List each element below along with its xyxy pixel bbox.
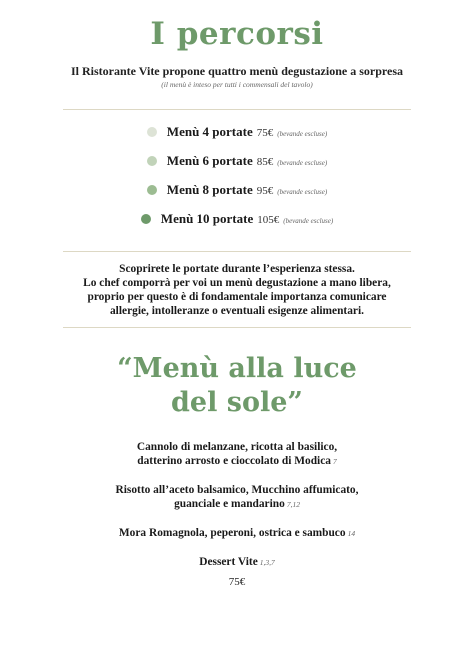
intro-text: Il Ristorante Vite propone quattro menù degustazione a sorpresa [70, 64, 403, 78]
course-item [0, 555, 474, 570]
description-line: Lo chef comporrà per voi un menù degustazione a mano libera, [83, 277, 391, 289]
divider-top [63, 109, 411, 110]
course-line: datterino arrosto e cioccolato di Modica [137, 455, 331, 467]
allergen-codes: 1,3,7 [259, 558, 275, 567]
tasting-price: 75€ [228, 576, 246, 588]
course-line: Risotto all’aceto balsamico, Mucchino affumicato, [115, 484, 359, 496]
menu-price: 95€ [256, 185, 274, 197]
menu-dot-icon [141, 214, 151, 224]
tasting-title-line: del sole” [171, 387, 303, 418]
menu-note: (bevande escluse) [283, 217, 334, 225]
menu-name: Menù 4 portate [166, 124, 253, 139]
course-line: Cannolo di melanzane, ricotta al basilico, [136, 441, 338, 453]
menu-note: (bevande escluse) [277, 188, 328, 196]
description-line: allergie, intolleranze o eventuali esigenze alimentari. [109, 305, 364, 317]
menu-price: 105€ [257, 214, 280, 226]
menu-note: (bevande escluse) [277, 130, 328, 138]
course-item [0, 483, 474, 512]
description-line: Scoprirete le portate durante l’esperienza stessa. [119, 263, 355, 275]
menu-price: 85€ [256, 156, 274, 168]
intro-note: (il menù è inteso per tutti i commensali del tavolo) [161, 80, 313, 89]
menu-dot-icon [147, 185, 157, 195]
menu-list [0, 124, 474, 240]
menu-dot-icon [147, 156, 157, 166]
divider-bottom [63, 327, 411, 328]
course-item [0, 526, 474, 541]
course-item [0, 440, 474, 469]
page-title: I percorsi [150, 16, 324, 52]
allergen-codes: 7 [332, 457, 337, 466]
course-line: guanciale e mandarino [174, 498, 285, 510]
tasting-title [0, 352, 474, 420]
menu-name: Menù 10 portate [160, 211, 254, 226]
menu-price: 75€ [256, 127, 274, 139]
menu-name: Menù 8 portate [166, 182, 253, 197]
allergen-codes: 7,12 [286, 500, 300, 509]
tasting-title-line: “Menù alla luce [117, 353, 357, 384]
divider-middle [63, 251, 411, 252]
allergen-codes: 14 [347, 529, 356, 538]
intro [0, 64, 474, 89]
menu-item [0, 153, 474, 182]
description-line: proprio per questo è di fondamentale importanza comunicare [87, 291, 387, 303]
menu-item [0, 182, 474, 211]
menu-dot-icon [147, 127, 157, 137]
menu-name: Menù 6 portate [166, 153, 253, 168]
course-line: Dessert Vite [199, 556, 258, 568]
description [0, 262, 474, 318]
menu-note: (bevande escluse) [277, 159, 328, 167]
course-line: Mora Romagnola, peperoni, ostrica e sambuco [118, 527, 346, 539]
menu-item [0, 211, 474, 240]
menu-item [0, 124, 474, 153]
course-list [0, 440, 474, 584]
